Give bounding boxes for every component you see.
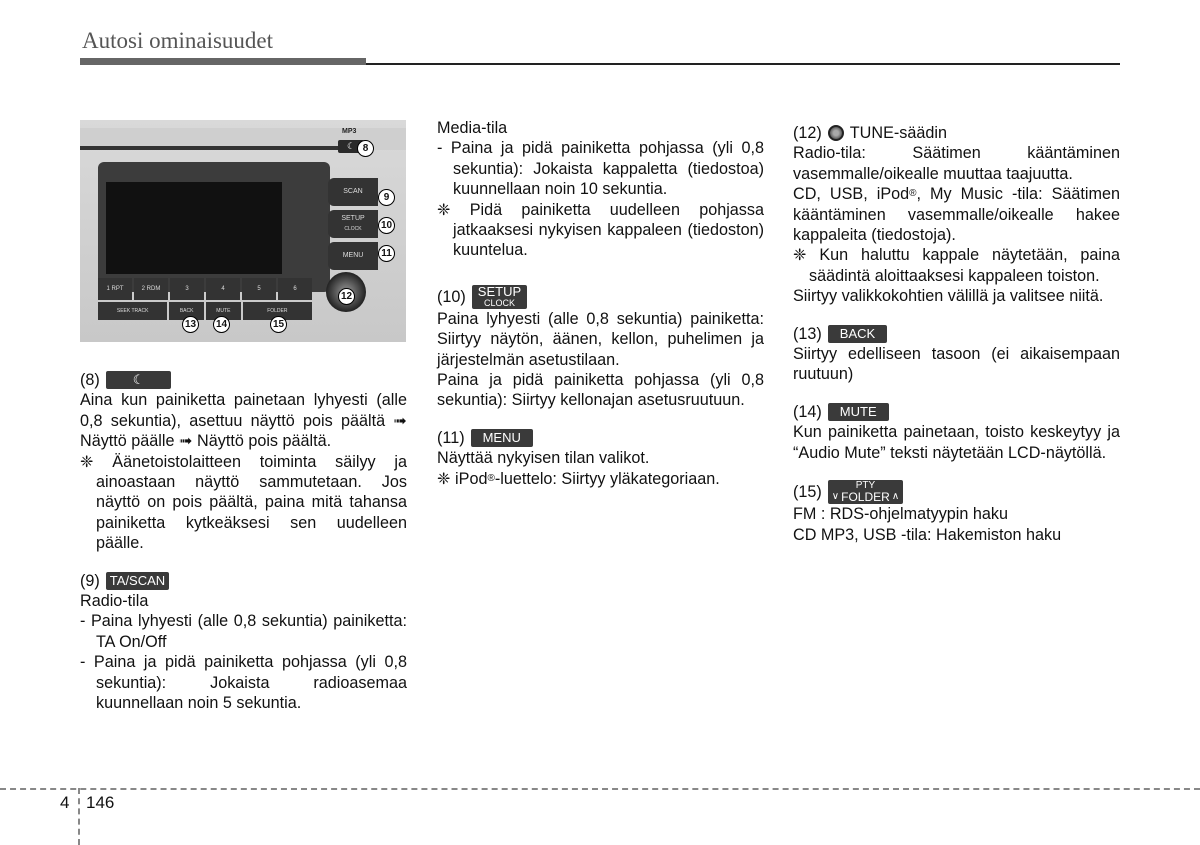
section-13-number: (13) [793, 324, 822, 343]
ipod-note-post: -luettelo: Siirtyy yläkategoriaan. [494, 469, 720, 488]
display-off-button: ☾ [338, 140, 364, 153]
menu-key: MENU [471, 429, 533, 447]
ipod-note-pre: ❈ iPod [437, 469, 488, 488]
chapter-number: 4 [60, 793, 70, 812]
section-11-note [437, 469, 764, 489]
media-note: ❈ Pidä painiketta uudelleen pohjassa jatkaaksesi nykyisen kappaleen (tiedoston) kuuntelua. [437, 200, 764, 260]
callout-13: 13 [182, 316, 199, 333]
section-14-text: Kun painiketta painetaan, toisto keskeytyy ja “Audio Mute” teksti näytetään LCD-näytöllä. [793, 423, 1120, 462]
preset-2: 2 RDM [134, 278, 168, 300]
callout-14: 14 [213, 316, 230, 333]
clock-key-text: CLOCK [483, 297, 515, 308]
callout-15: 15 [270, 316, 287, 333]
section-9-mode: Radio-tila [80, 592, 149, 611]
back-key: BACK [828, 325, 887, 343]
clock-label: CLOCK [344, 226, 362, 232]
chevron-down-icon: ∨ [831, 491, 840, 503]
section-14-label [793, 402, 1120, 422]
section-12-title: TUNE-säädin [849, 124, 947, 142]
lcd-display [106, 182, 282, 274]
pty-text: PTY [855, 480, 876, 492]
section-15-text-2: CD MP3, USB -tila: Hakemiston haku [793, 525, 1062, 544]
callout-9: 9 [378, 189, 395, 206]
preset-row [98, 278, 312, 300]
display-off-key: ☾ [106, 371, 172, 389]
section-15-number: (15) [793, 482, 822, 501]
media-mode-heading: Media-tila [437, 119, 508, 137]
header-rule-thick [80, 58, 366, 65]
section-12-note: ❈ Kun haluttu kappale näytetään, paina säädintä aloittaaksesi kappaleen toiston. [793, 246, 1120, 285]
section-13-label [793, 324, 1120, 344]
callout-12: 12 [338, 288, 355, 305]
header-rule-thin [366, 63, 1120, 65]
section-10-text-2: Paina ja pidä painiketta pohjassa (yli 0,8 sekuntia): Siirtyy kellonajan asetusruutuun. [437, 371, 764, 410]
audio-unit-photo [80, 120, 406, 342]
scan-button: SCAN [328, 178, 378, 206]
media-dash-1: - Paina ja pidä painiketta pohjassa (yli 0,8 sekuntia): Jokaista kappaletta (tiedostoa) kuunnellaan noin 10 sekuntia. [437, 139, 764, 199]
section-14-number: (14) [793, 402, 822, 421]
folder-text: FOLDER [841, 490, 890, 505]
footer-divider [78, 788, 80, 845]
section-8-number: (8) [80, 371, 100, 389]
section-9-label [80, 571, 407, 591]
back-button-photo: BACK [169, 302, 204, 320]
menu-button: MENU [328, 242, 378, 270]
section-10-number: (10) [437, 287, 466, 306]
section-11-text: Näyttää nykyisen tilan valikot. [437, 449, 650, 468]
section-9-number: (9) [80, 571, 100, 590]
setup-key-text: SETUP [477, 283, 522, 299]
column-2 [437, 118, 764, 489]
callout-11: 11 [378, 245, 395, 262]
section-11-number: (11) [437, 428, 465, 447]
section-12-number: (12) [793, 124, 822, 142]
mute-key: MUTE [828, 403, 889, 421]
tune-knob-icon [828, 125, 844, 141]
cd-slot [80, 146, 340, 150]
registered-mark: ® [487, 472, 495, 484]
callout-10: 10 [378, 217, 395, 234]
column-1 [80, 370, 407, 714]
seek-track-button: SEEK TRACK [98, 302, 167, 320]
section-12-text-3: Siirtyy valikkokohtien välillä ja valitsee niitä. [793, 287, 1104, 306]
section-11-label [437, 428, 764, 448]
preset-5: 5 [242, 278, 276, 300]
section-8-label [80, 370, 407, 390]
folder-button-photo: FOLDER [243, 302, 312, 320]
section-15-label [793, 480, 1120, 504]
section-9-dash-2: - Paina ja pidä painiketta pohjassa (yli 0,8 sekuntia): Jokaista radioasemaa kuunnellaan noin 5 sekuntia. [80, 653, 407, 713]
chevron-up-icon: ∧ [891, 491, 900, 503]
s12-p2-pre: CD, USB, iPod [793, 185, 910, 204]
running-header: Autosi ominaisuudet [82, 28, 274, 53]
s12-p2-post: , My Music -tila: Säätimen kääntäminen vasemmalle/oikealle hakee kappaleita (tiedostoja). [793, 185, 1120, 245]
pty-folder-text [841, 481, 890, 503]
preset-4: 4 [206, 278, 240, 300]
section-8-note: ❈ Äänetoistolaitteen toiminta säilyy ja ainoastaan näyttö sammutetaan. Jos näyttö on pois päältä, paina mitä tahansa painiketta kytkeäksesi sen uudelleen päälle. [80, 452, 407, 553]
setup-button [328, 210, 378, 238]
section-12-text-2 [793, 184, 1120, 245]
registered-mark: ® [909, 188, 917, 200]
section-10-label [437, 285, 764, 309]
section-15-text-1: FM : RDS-ohjelmatyypin haku [793, 505, 1009, 524]
setup-label: SETUP [341, 215, 365, 222]
mp3-logo: MP3 [342, 128, 357, 135]
section-12-text-1: Radio-tila: Säätimen kääntäminen vasemmalle/oikealle muuttaa taajuutta. [793, 144, 1120, 183]
section-10-text-1: Paina lyhyesti (alle 0,8 sekuntia) painiketta: Siirtyy näytön, äänen, kellon, puhelimen ja järjestelmän asetustilaan. [437, 309, 764, 369]
column-3 [793, 123, 1120, 545]
setup-clock-key [472, 285, 527, 309]
ta-scan-key: TA/SCAN [106, 572, 169, 590]
preset-3: 3 [170, 278, 204, 300]
section-8-text: Aina kun painiketta painetaan lyhyesti (alle 0,8 sekuntia), asettuu näyttö pois päältä ➟ Näyttö päälle ➟ Näyttö pois päältä. [80, 391, 407, 451]
callout-8: 8 [357, 140, 374, 157]
section-13-text: Siirtyy edelliseen tasoon (ei aikaisempaan ruutuun) [793, 345, 1120, 384]
preset-6: 6 [278, 278, 312, 300]
section-9-dash-1: - Paina lyhyesti (alle 0,8 sekuntia) painiketta: TA On/Off [80, 612, 407, 651]
section-12-label [793, 123, 1120, 143]
page-number: 146 [86, 793, 115, 812]
mute-button-photo: MUTE [206, 302, 241, 320]
preset-1: 1 RPT [98, 278, 132, 300]
pty-folder-key [828, 480, 903, 504]
footer-rule [0, 788, 1200, 790]
